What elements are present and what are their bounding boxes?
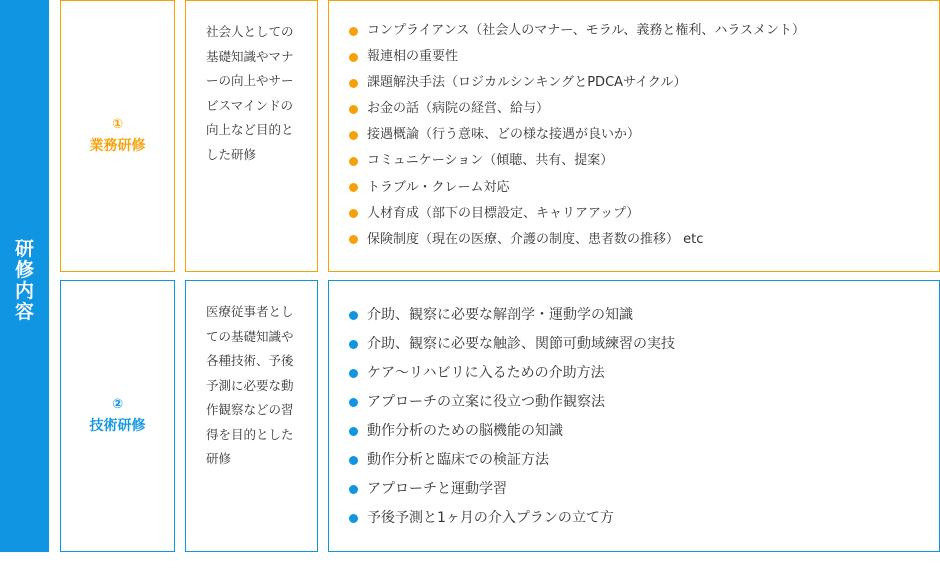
section-1-title: 業務研修 — [89, 138, 146, 154]
bullet-dot-icon — [349, 485, 358, 494]
list-item — [349, 175, 805, 201]
list-item — [349, 359, 675, 388]
list-item-label: 介助、観察に必要な触診、関節可動域練習の実技 — [367, 336, 675, 352]
bullet-dot-icon — [349, 79, 358, 88]
list-item-label: 介助、観察に必要な解剖学・運動学の知識 — [367, 307, 633, 323]
list-item-label: 接遇概論（行う意味、どの様な接遇が良いか） — [367, 127, 641, 143]
list-item — [349, 330, 675, 359]
list-item-label: 予後予測と1ヶ月の介入プランの立て方 — [367, 510, 614, 526]
sidebar-heading — [0, 0, 49, 552]
list-item — [349, 122, 805, 148]
list-item — [349, 201, 805, 227]
bullet-dot-icon — [349, 398, 358, 407]
list-item-label: コミュニケーション（傾聴、共有、提案） — [367, 153, 614, 169]
bullet-dot-icon — [349, 27, 358, 36]
sidebar-label: 研修内容 — [14, 238, 34, 323]
list-item — [349, 148, 805, 174]
list-item — [349, 227, 805, 253]
section-1-description: 社会人としての基礎知識やマナーの向上やサービスマインドの向上など目的とした研修 — [206, 24, 294, 162]
list-item-label: アプローチの立案に役立つ動作観察法 — [367, 394, 605, 410]
bullet-dot-icon — [349, 369, 358, 378]
section-1-item-list — [349, 18, 805, 253]
list-item-label: トラブル・クレーム対応 — [367, 179, 510, 195]
bullet-dot-icon — [349, 340, 358, 349]
list-item — [349, 44, 805, 70]
section-2-description: 医療従事者としての基礎知識や各種技術、予後予測に必要な動作観察などの習得を目的とした研修 — [206, 304, 294, 466]
list-item-label: ケア〜リハビリに入るための介助方法 — [367, 365, 605, 381]
list-item — [349, 417, 675, 446]
list-item-label: 保険制度（現在の医療、介護の制度、患者数の推移） etc — [367, 231, 704, 247]
bullet-dot-icon — [349, 235, 358, 244]
list-item-label: 動作分析のための脳機能の知識 — [367, 423, 563, 439]
section-2-number: ② — [111, 397, 123, 412]
list-item-label: 課題解決手法（ロジカルシンキングとPDCAサイクル） — [367, 75, 687, 91]
list-item-label: 人材育成（部下の目標設定、キャリアアップ） — [367, 205, 640, 221]
list-item — [349, 70, 805, 96]
section-1-number: ① — [111, 117, 123, 132]
section-2-items-box — [328, 280, 940, 552]
bullet-dot-icon — [349, 209, 358, 218]
bullet-dot-icon — [349, 157, 358, 166]
section-2-description-box — [185, 280, 318, 552]
list-item — [349, 18, 805, 44]
section-1-header — [60, 0, 175, 272]
section-2-item-list — [349, 301, 675, 533]
list-item-label: 動作分析と臨床での検証方法 — [367, 452, 549, 468]
list-item — [349, 475, 675, 504]
bullet-dot-icon — [349, 514, 358, 523]
section-2-header — [60, 280, 175, 552]
list-item-label: コンプライアンス（社会人のマナー、モラル、義務と権利、ハラスメント） — [367, 23, 805, 38]
list-item — [349, 446, 675, 475]
list-item — [349, 504, 675, 533]
list-item-label: お金の話（病院の経営、給与） — [367, 101, 550, 117]
bullet-dot-icon — [349, 53, 358, 62]
section-1-description-box — [185, 0, 318, 272]
bullet-dot-icon — [349, 183, 358, 192]
list-item-label: アプローチと運動学習 — [367, 481, 507, 497]
bullet-dot-icon — [349, 311, 358, 320]
bullet-dot-icon — [349, 456, 358, 465]
section-1-items-box — [328, 0, 940, 272]
bullet-dot-icon — [349, 427, 358, 436]
bullet-dot-icon — [349, 105, 358, 114]
bullet-dot-icon — [349, 131, 358, 140]
list-item — [349, 96, 805, 122]
list-item-label: 報連相の重要性 — [367, 49, 459, 65]
list-item — [349, 301, 675, 330]
list-item — [349, 388, 675, 417]
section-2-title: 技術研修 — [89, 418, 146, 434]
